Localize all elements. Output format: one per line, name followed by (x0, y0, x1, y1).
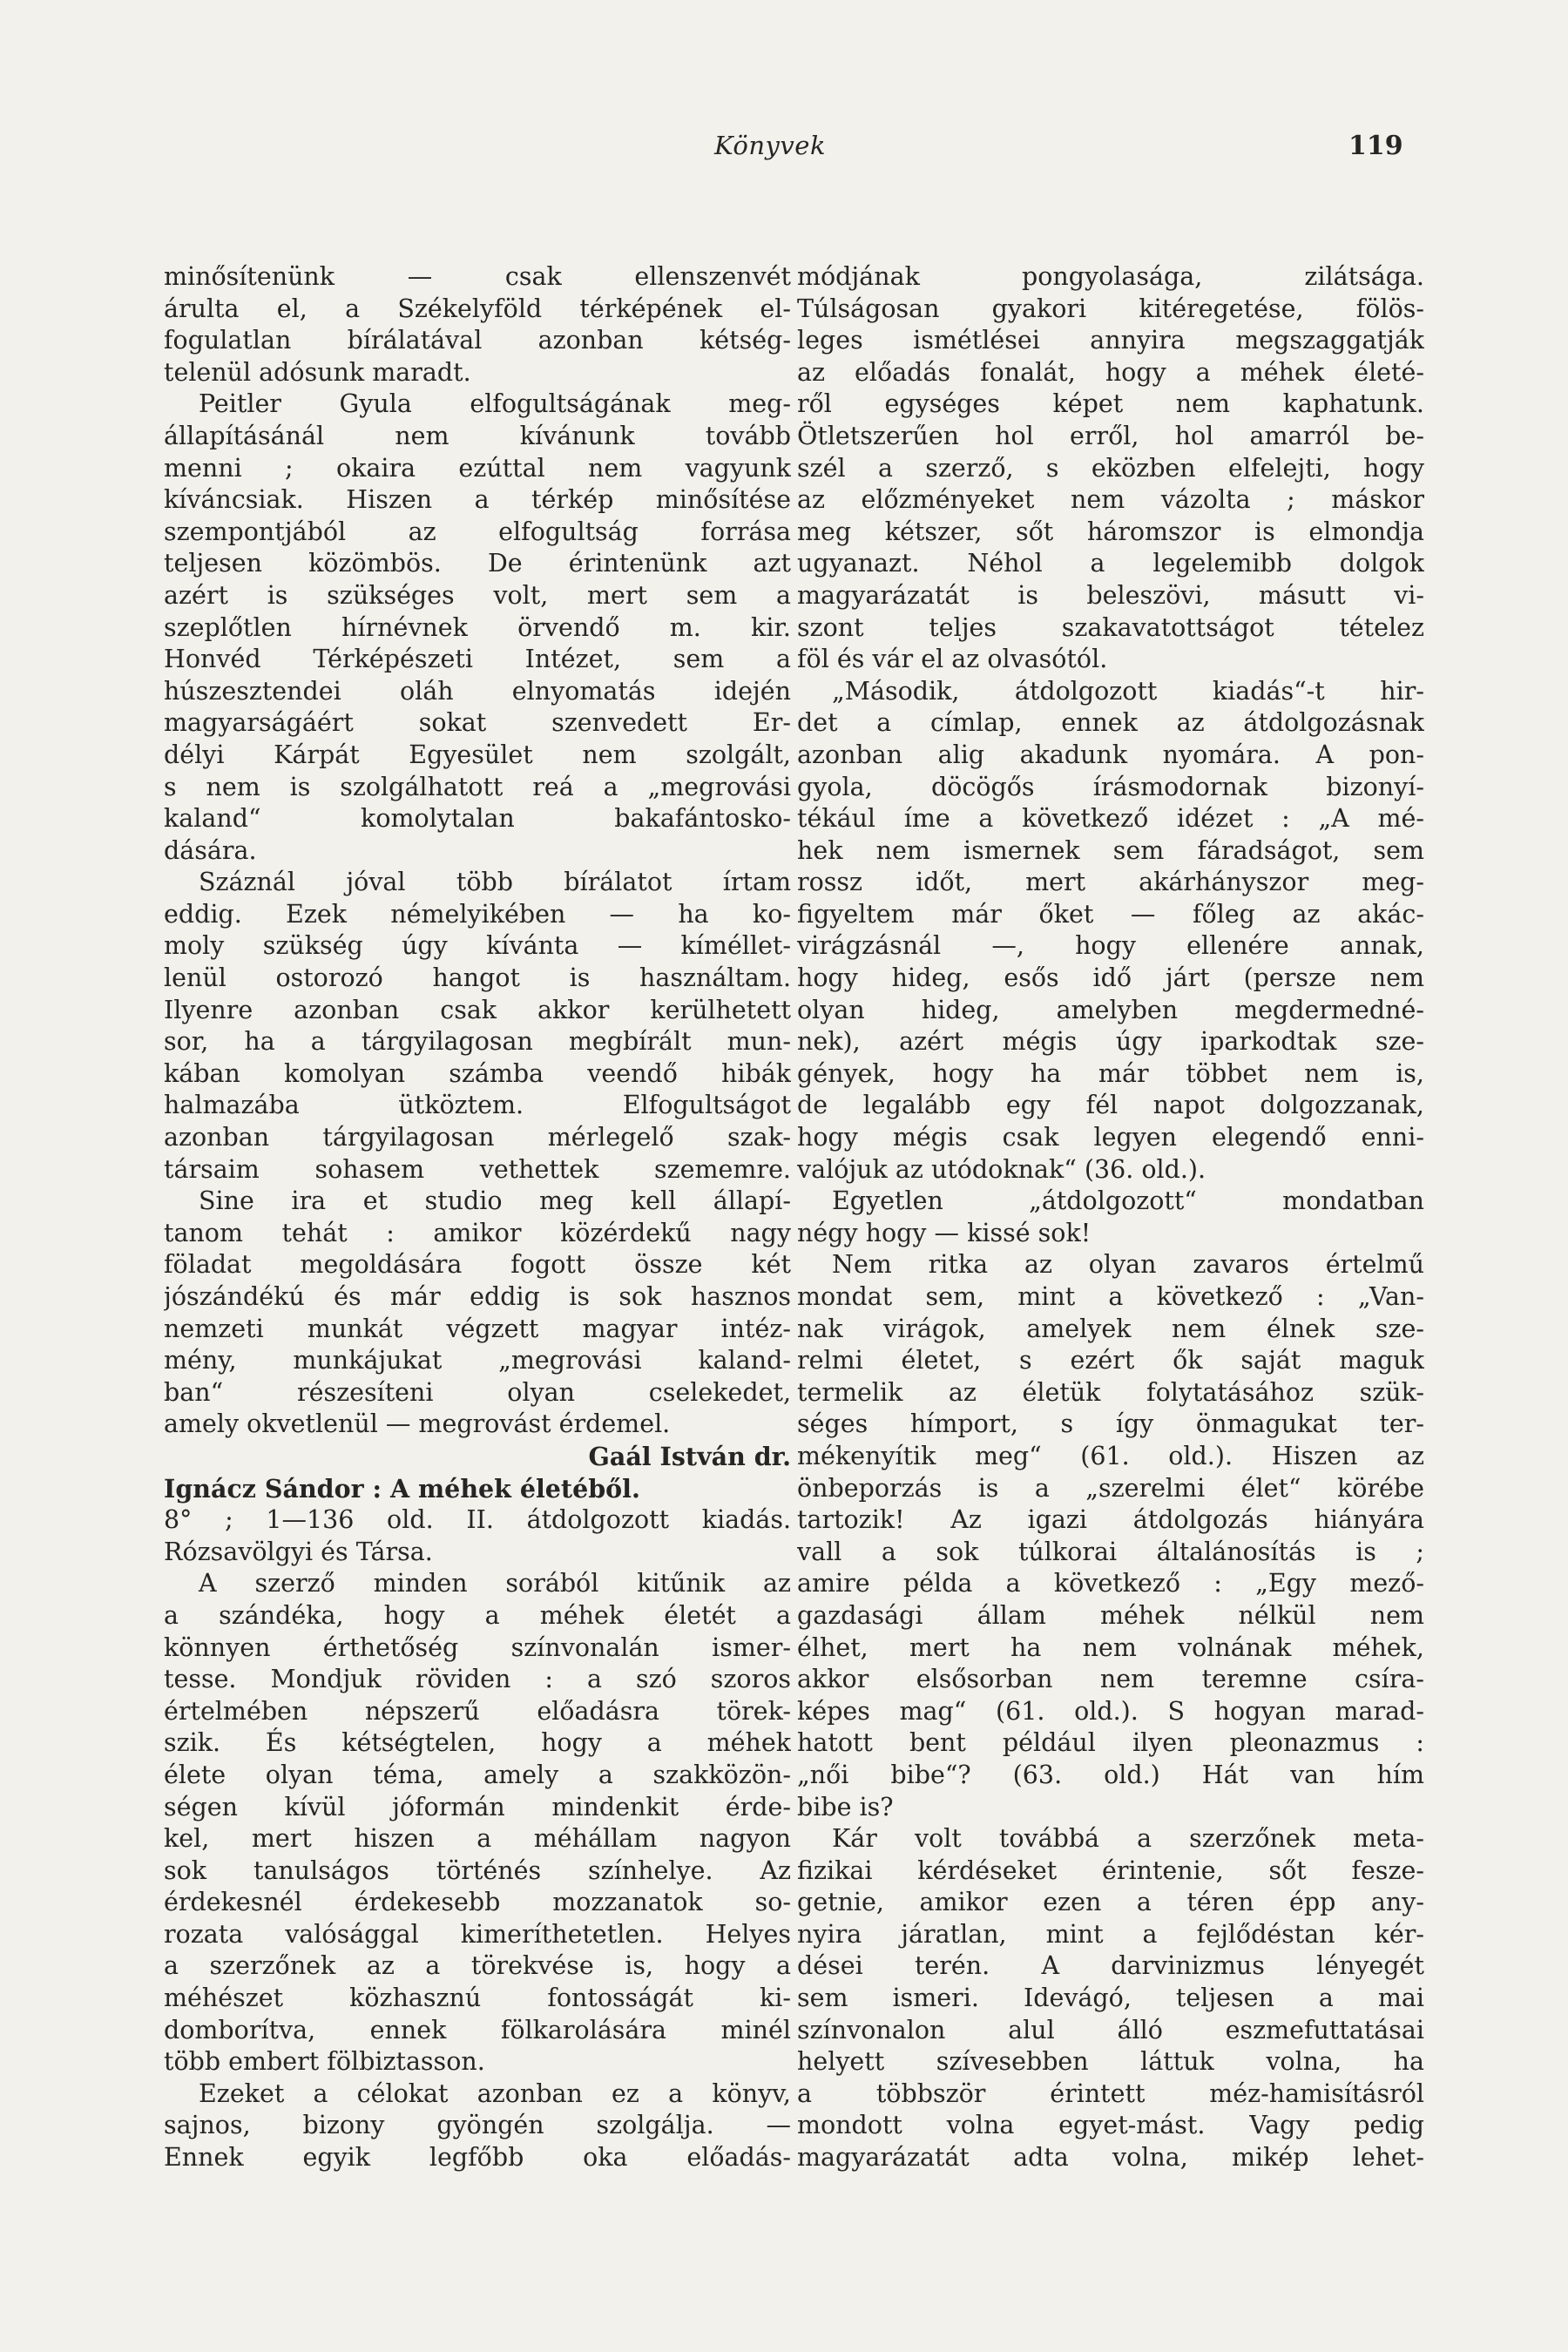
text-line: fizikai kérdéseket érintenie, sőt fesze- (797, 1855, 1424, 1885)
text-line: Túlságosan gyakori kitéregetése, fölös- (797, 294, 1424, 323)
text-line: az előadás fonalát, hogy a méhek életé- (797, 357, 1424, 387)
text-line: magyarságáért sokat szenvedett Er- (164, 708, 791, 738)
text-line: föladat megoldására fogott össze két (164, 1250, 791, 1280)
text-line: tanom tehát : amikor közérdekű nagy (164, 1218, 791, 1247)
text-line: bibe is? (797, 1792, 894, 1821)
text-line: helyett szívesebben láttuk volna, ha (797, 2047, 1424, 2077)
text-line: árulta el, a Székelyföld térképének el- (164, 294, 791, 323)
text-line: nyira járatlan, mint a fejlődéstan kér- (797, 1919, 1424, 1949)
text-line: Sine ira et studio meg kell állapí- (199, 1186, 791, 1216)
text-line: vall a sok túlkorai általánosítás is ; (797, 1537, 1424, 1566)
text-line: nemzeti munkát végzett magyar intéz- (164, 1314, 791, 1343)
text-line: moly szükség úgy kívánta — kíméllet- (164, 931, 791, 961)
text-line: sem ismeri. Idevágó, teljesen a mai (797, 1984, 1424, 2013)
text-line: rozata valósággal kimeríthetetlen. Helyes (164, 1919, 791, 1949)
text-line: gazdasági állam méhek nélkül nem (797, 1600, 1424, 1630)
running-head (0, 131, 1568, 174)
text-line: halmazába ütköztem. Elfogultságot (164, 1091, 791, 1120)
text-line: a szerzőnek az a törekvése is, hogy a (164, 1951, 791, 1981)
text-line: figyeltem már őket — főleg az akác- (797, 899, 1424, 929)
text-line: négy hogy — kissé sok! (797, 1218, 1092, 1247)
text-line: mény, munkájukat „megrovási kaland- (164, 1346, 791, 1375)
text-line: dései terén. A darvinizmus lényegét (797, 1951, 1424, 1981)
text-line: jószándékú és már eddig is sok hasznos (164, 1282, 791, 1311)
text-line: Ötletszerűen hol erről, hol amarról be- (797, 421, 1424, 450)
text-line: Nem ritka az olyan zavaros értelmű (832, 1250, 1424, 1280)
text-line: színvonalon alul álló eszmefuttatásai (797, 2015, 1424, 2044)
text-line: érdekesnél érdekesebb mozzanatok so- (164, 1888, 791, 1917)
text-line: ségen kívül jóformán mindenkit érde- (164, 1792, 791, 1821)
text-line: getnie, amikor ezen a téren épp any- (797, 1888, 1424, 1917)
text-line: mondott volna egyet-mást. Vagy pedig (797, 2111, 1424, 2140)
text-line: kában komolyan számba veendő hibák (164, 1058, 791, 1088)
text-line: kíváncsiak. Hiszen a térkép minősítése (164, 485, 791, 515)
text-line: tékául íme a következő idézet : „A mé- (797, 804, 1424, 834)
text-line: teljesen közömbös. De érintenünk azt (164, 549, 791, 578)
text-line: élete olyan téma, amely a szakközön- (164, 1760, 791, 1789)
text-line: Ezeket a célokat azonban ez a könyv, (199, 2078, 791, 2108)
text-line: húszesztendei oláh elnyomatás idején (164, 676, 791, 706)
text-line: olyan hideg, amelyben megdermedné- (797, 995, 1424, 1024)
text-line: valójuk az utódoknak“ (36. old.). (797, 1154, 1206, 1184)
text-line: ugyanazt. Néhol a legelemibb dolgok (797, 549, 1424, 578)
text-line: Száznál jóval több bírálatot írtam (199, 868, 791, 897)
text-line: det a címlap, ennek az átdolgozásnak (797, 708, 1424, 738)
text-line: akkor elsősorban nem teremne csíra- (797, 1665, 1424, 1694)
text-line: az előzményeket nem vázolta ; máskor (797, 485, 1424, 515)
text-line: menni ; okaira ezúttal nem vagyunk (164, 453, 791, 483)
text-line: tartozik! Az igazi átdolgozás hiányára (797, 1505, 1424, 1535)
left-column (164, 261, 791, 2174)
text-line: ről egységes képet nem kaphatunk. (797, 389, 1424, 419)
text-line: Ilyenre azonban csak akkor kerülhetett (164, 995, 791, 1024)
text-line: amire példa a következő : „Egy mező- (797, 1569, 1424, 1598)
text-line: amely okvetlenül — megrovást érdemel. (164, 1409, 671, 1439)
text-line: Ennek egyik legfőbb oka előadás- (164, 2143, 791, 2173)
text-line: hek nem ismernek sem fáradságot, sem (797, 835, 1424, 865)
text-line: ban“ részesíteni olyan cselekedet, (164, 1377, 791, 1407)
text-line: „Második, átdolgozott kiadás“-t hir- (832, 676, 1424, 706)
text-line: Honvéd Térképészeti Intézet, sem a (164, 645, 791, 674)
text-line: könnyen érthetőség színvonalán ismer- (164, 1632, 791, 1662)
text-line: azonban tárgyilagosan mérlegelő szak- (164, 1123, 791, 1152)
text-line: társaim sohasem vethettek szememre. (164, 1154, 791, 1184)
text-line: sajnos, bizony gyöngén szolgálja. — (164, 2111, 791, 2140)
text-line: hogy mégis csak legyen elegendő enni- (797, 1123, 1424, 1152)
text-line: gyola, döcögős írásmodornak bizonyí- (797, 772, 1424, 801)
text-line: szeplőtlen hírnévnek örvendő m. kir. (164, 612, 791, 642)
text-line: módjának pongyolasága, zilátsága. (797, 262, 1424, 291)
text-line: azért is szükséges volt, mert sem a (164, 580, 791, 610)
text-line: Peitler Gyula elfogultságának meg- (199, 389, 791, 419)
text-line: gények, hogy ha már többet nem is, (797, 1058, 1424, 1088)
text-line: a szándéka, hogy a méhek életét a (164, 1600, 791, 1630)
text-line: s nem is szolgálhatott reá a „megrovási (164, 772, 791, 801)
text-line: 8° ; 1—136 old. II. átdolgozott kiadás. (164, 1505, 791, 1535)
text-line: Egyetlen „átdolgozott“ mondatban (832, 1186, 1424, 1216)
text-line: eddig. Ezek némelyikében — ha ko- (164, 899, 791, 929)
text-line: sor, ha a tárgyilagosan megbírált mun- (164, 1027, 791, 1057)
text-line: nak virágok, amelyek nem élnek sze- (797, 1314, 1424, 1343)
text-line: Gaál István dr. (588, 1441, 791, 1471)
text-line: virágzásnál —, hogy ellenére annak, (797, 931, 1424, 961)
text-line: domborítva, ennek fölkarolására minél (164, 2015, 791, 2044)
text-line: azonban alig akadunk nyomára. A pon- (797, 740, 1424, 769)
text-line: termelik az életük folytatásához szük- (797, 1377, 1424, 1407)
text-line: magyarázatát adta volna, mikép lehet- (797, 2143, 1424, 2173)
text-line: nek), azért mégis úgy iparkodtak sze- (797, 1027, 1424, 1057)
text-line: értelmében népszerű előadásra törek- (164, 1696, 791, 1726)
text-line: mondat sem, mint a következő : „Van- (797, 1282, 1424, 1311)
text-line: hatott bent például ilyen pleonazmus : (797, 1728, 1424, 1758)
text-line: képes mag“ (61. old.). S hogyan marad- (797, 1696, 1424, 1726)
text-line: fogulatlan bírálatával azonban kétség- (164, 326, 791, 355)
text-line: magyarázatát is beleszövi, másutt vi- (797, 580, 1424, 610)
right-column (797, 261, 1424, 2174)
text-line: több embert fölbiztasson. (164, 2047, 485, 2077)
text-line: állapításánál nem kívánunk tovább (164, 421, 791, 450)
text-line: leges ismétlései annyira megszaggatják (797, 326, 1424, 355)
text-line: lenül ostorozó hangot is használtam. (164, 963, 791, 993)
text-line: rossz időt, mert akárhányszor meg- (797, 868, 1424, 897)
text-line: de legalább egy fél napot dolgozzanak, (797, 1091, 1424, 1120)
text-line: szél a szerző, s eközben elfelejti, hogy (797, 453, 1424, 483)
text-line: minősítenünk — csak ellenszenvét (164, 262, 791, 291)
text-line: élhet, mert ha nem volnának méhek, (797, 1632, 1424, 1662)
text-line: mékenyítik meg“ (61. old.). Hiszen az (797, 1441, 1424, 1470)
text-line: kaland“ komolytalan bakafántosko- (164, 804, 791, 834)
text-line: önbeporzás is a „szerelmi élet“ körébe (797, 1473, 1424, 1503)
text-line: séges hímport, s így önmagukat ter- (797, 1409, 1424, 1439)
text-line: A szerző minden sorából kitűnik az (199, 1569, 791, 1598)
text-line: Kár volt továbbá a szerzőnek meta- (832, 1824, 1424, 1854)
text-line: kel, mert hiszen a méhállam nagyon (164, 1824, 791, 1854)
text-line: méhészet közhasznú fontosságát ki- (164, 1984, 791, 2013)
text-line: a többször érintett méz-hamisításról (797, 2078, 1424, 2108)
text-line: relmi életet, s ezért ők saját maguk (797, 1346, 1424, 1375)
page-number: 119 (1348, 131, 1403, 161)
text-line: sok tanulságos történés színhelye. Az (164, 1855, 791, 1885)
text-line: telenül adósunk maradt. (164, 357, 471, 387)
text-line: hogy hideg, esős idő járt (persze nem (797, 963, 1424, 993)
text-line: meg kétszer, sőt háromszor is elmondja (797, 517, 1424, 546)
text-line: szik. És kétségtelen, hogy a méhek (164, 1728, 791, 1758)
running-head-title: Könyvek (714, 131, 827, 160)
text-line: szempontjából az elfogultság forrása (164, 517, 791, 546)
text-line: dására. (164, 835, 257, 865)
text-line: Ignácz Sándor : A méhek életéből. (164, 1473, 640, 1504)
text-line: Rózsavölgyi és Társa. (164, 1537, 433, 1566)
text-line: tesse. Mondjuk röviden : a szó szoros (164, 1665, 791, 1694)
text-line: szont teljes szakavatottságot tételez (797, 612, 1424, 642)
text-line: föl és vár el az olvasótól. (797, 645, 1108, 674)
text-line: „női bibe“? (63. old.) Hát van hím (797, 1760, 1424, 1789)
text-line: délyi Kárpát Egyesület nem szolgált, (164, 740, 791, 769)
